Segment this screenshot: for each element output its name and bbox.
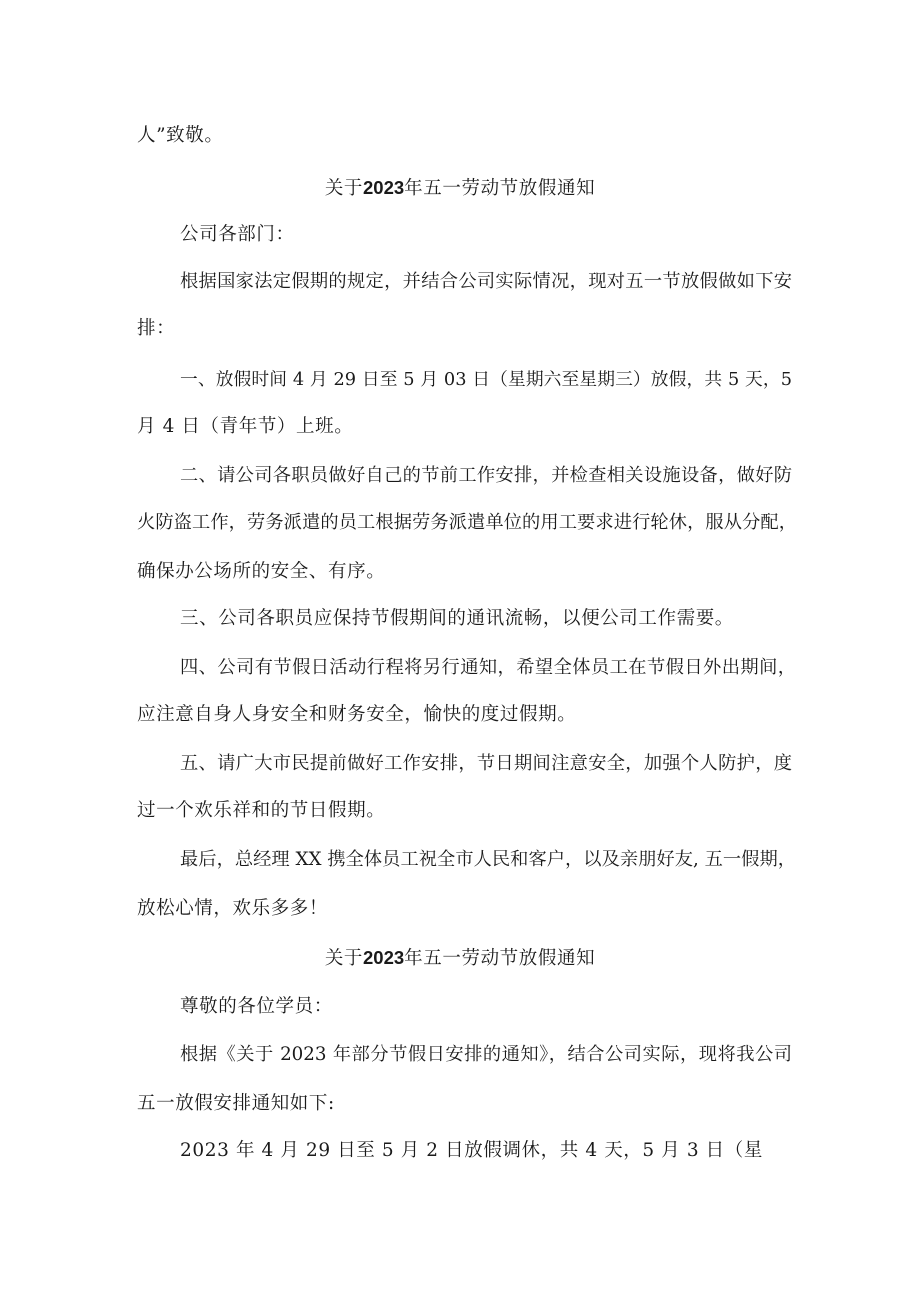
notice1-title-after: 年五一劳动节放假通知 bbox=[404, 178, 596, 199]
notice1-title-before: 关于 bbox=[324, 178, 364, 199]
notice1-salutation: 公司各部门： bbox=[180, 224, 295, 245]
notice1-item5-line1: 五、请广大市民提前做好工作安排，节日期间注意安全，加强个人防护，度 bbox=[180, 753, 792, 774]
notice1-intro-line1: 根据国家法定假期的规定，并结合公司实际情况，现对五一节放假做如下安 bbox=[180, 271, 792, 292]
notice1-closing-line1: 最后，总经理 XX 携全体员工祝全市人民和客户，以及亲朋好友, 五一假期， bbox=[180, 849, 796, 870]
notice1-title-year: 2023 bbox=[363, 177, 405, 198]
notice1-item3-line1: 三、公司各职员应保持节假期间的通讯流畅，以便公司工作需要。 bbox=[180, 608, 734, 629]
fragment-line: 人”致敬。 bbox=[137, 125, 224, 146]
notice1-item2-line2: 火防盗工作，劳务派遣的员工根据劳务派遣单位的用工要求进行轮休，服从分配， bbox=[137, 512, 797, 533]
notice1-item5-line2: 过一个欢乐祥和的节日假期。 bbox=[137, 800, 386, 821]
notice2-title-before: 关于 bbox=[324, 948, 364, 969]
notice1-item2-line1: 二、请公司各职员做好自己的节前工作安排，并检查相关设施设备，做好防 bbox=[180, 465, 792, 486]
notice1-item1-line2: 月 4 日（青年节）上班。 bbox=[137, 416, 354, 437]
notice1-item2-line3: 确保办公场所的安全、有序。 bbox=[137, 561, 386, 582]
notice1-item1-line1: 一、放假时间 4 月 29 日至 5 月 03 日（星期六至星期三）放假，共 5 天，5 bbox=[180, 370, 792, 390]
notice2-intro-line1: 根据《关于 2023 年部分节假日安排的通知》，结合公司实际，现将我公司 bbox=[180, 1044, 792, 1065]
notice1-item4-line2: 应注意自身人身安全和财务安全，愉快的度过假期。 bbox=[137, 704, 577, 725]
notice2-title-year: 2023 bbox=[363, 947, 405, 968]
notice2-salutation: 尊敬的各位学员： bbox=[180, 996, 333, 1017]
notice2-title-after: 年五一劳动节放假通知 bbox=[404, 948, 596, 969]
notice2-intro-line2: 五一放假安排通知如下: bbox=[137, 1093, 335, 1114]
notice1-closing-line2: 放松心情，欢乐多多！ bbox=[137, 898, 329, 919]
notice1-item4-line1: 四、公司有节假日活动行程将另行通知，希望全体员工在节假日外出期间， bbox=[180, 657, 796, 678]
notice1-title bbox=[0, 176, 920, 201]
notice1-intro-line2: 排： bbox=[137, 318, 176, 339]
notice2-title bbox=[0, 946, 920, 971]
notice2-item1-line1: 2023 年 4 月 29 日至 5 月 2 日放假调休，共 4 天，5 月 3 日（星 bbox=[180, 1140, 763, 1161]
